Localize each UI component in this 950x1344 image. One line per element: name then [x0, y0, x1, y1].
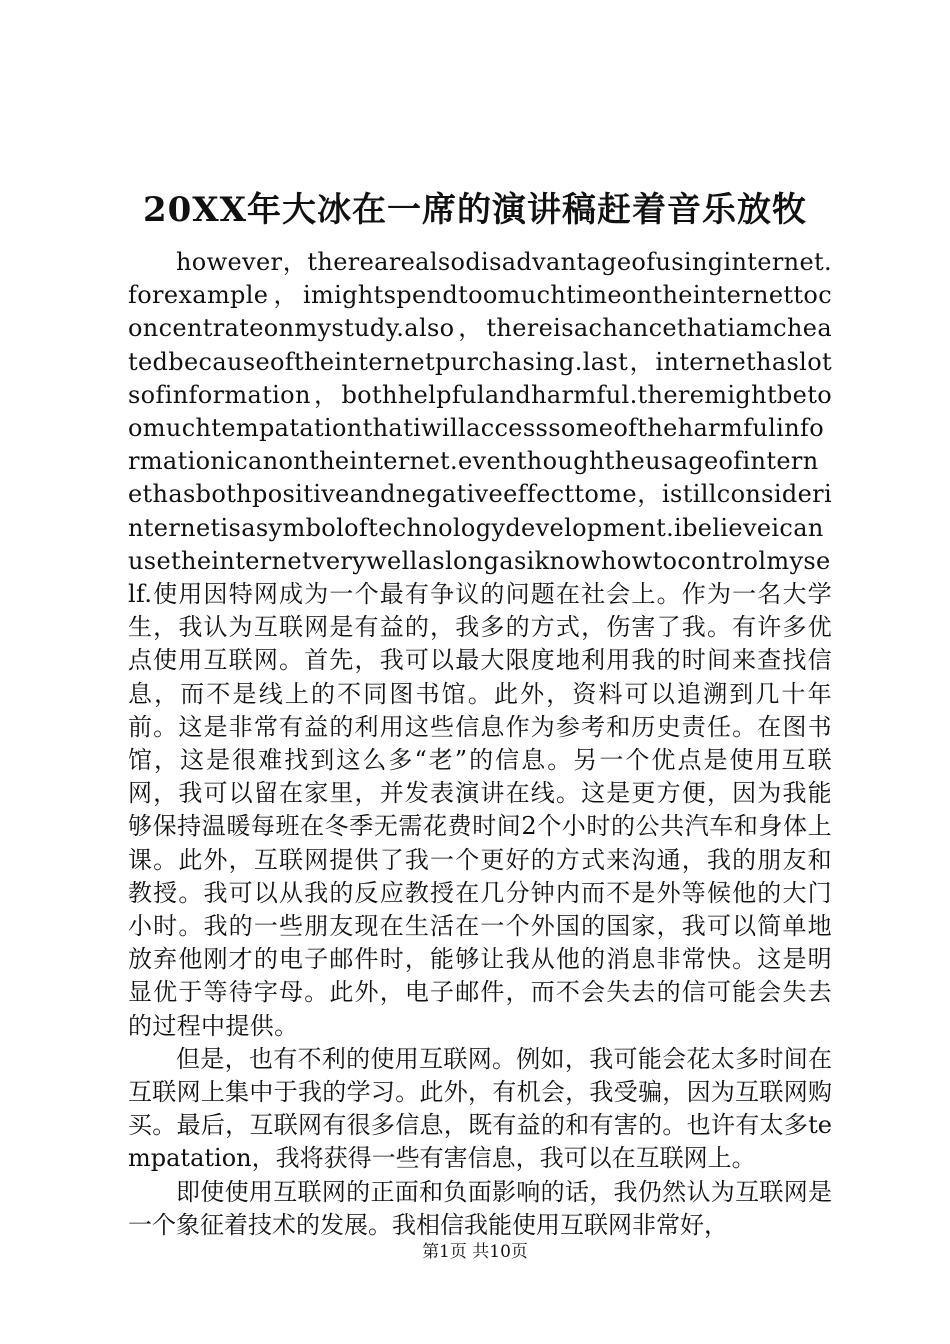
- paragraph-1: however，therearealsodisadvantageofusinginternet.forexample，imightspendtoomuchtimeontheinternettoconcentrateonmystudy.also，thereisachancethatiamcheatedbecauseoftheinternetpurchasing.last，internethaslotsofinformation，bothhelpfulandharmful.theremightbetoomuchtempatationthatiwillaccesssomeoftheharmfulinformationicanontheinternet.eventhoughtheusageofinternethasbothpositiveandnegativeeffecttome，istillconsiderinternetisasymboloftechnologydevelopment.ibelieveicanusetheinternetverywellaslongasiknowhowtocontrolmyself.使用因特网成为一个最有争议的问题在社会上。作为一名大学生，我认为互联网是有益的，我多的方式，伤害了我。有许多优点使用互联网。首先，我可以最大限度地利用我的时间来查找信息，而不是线上的不同图书馆。此外，资料可以追溯到几十年前。这是非常有益的利用这些信息作为参考和历史责任。在图书馆，这是很难找到这么多“老”的信息。另一个优点是使用互联网，我可以留在家里，并发表演讲在线。这是更方便，因为我能够保持温暖每班在冬季无需花费时间2个小时的公共汽车和身体上课。此外，互联网提供了我一个更好的方式来沟通，我的朋友和教授。我可以从我的反应教授在几分钟内而不是外等候他的大门小时。我的一些朋友现在生活在一个外国的国家，我可以简单地放弃他刚才的电子邮件时，能够让我从他的消息非常快。这是明显优于等待字母。此外，电子邮件，而不会失去的信可能会失去的过程中提供。: [128, 248, 832, 1040]
- paragraph-3: 即使使用互联网的正面和负面影响的话，我仍然认为互联网是一个象征着技术的发展。我相信我能使用互联网非常好，: [128, 1177, 832, 1239]
- document-body: [128, 246, 832, 1242]
- paragraph-2: 但是，也有不利的使用互联网。例如，我可能会花太多时间在互联网上集中于我的学习。此外，有机会，我受骗，因为互联网购买。最后，互联网有很多信息，既有益的和有害的。也许有太多tempatation，我将获得一些有害信息，我可以在互联网上。: [128, 1044, 832, 1173]
- page-number-footer: 第1页 共10页: [422, 1242, 528, 1262]
- document-title: 20XX年大冰在一席的演讲稿赶着音乐放牧: [142, 190, 808, 230]
